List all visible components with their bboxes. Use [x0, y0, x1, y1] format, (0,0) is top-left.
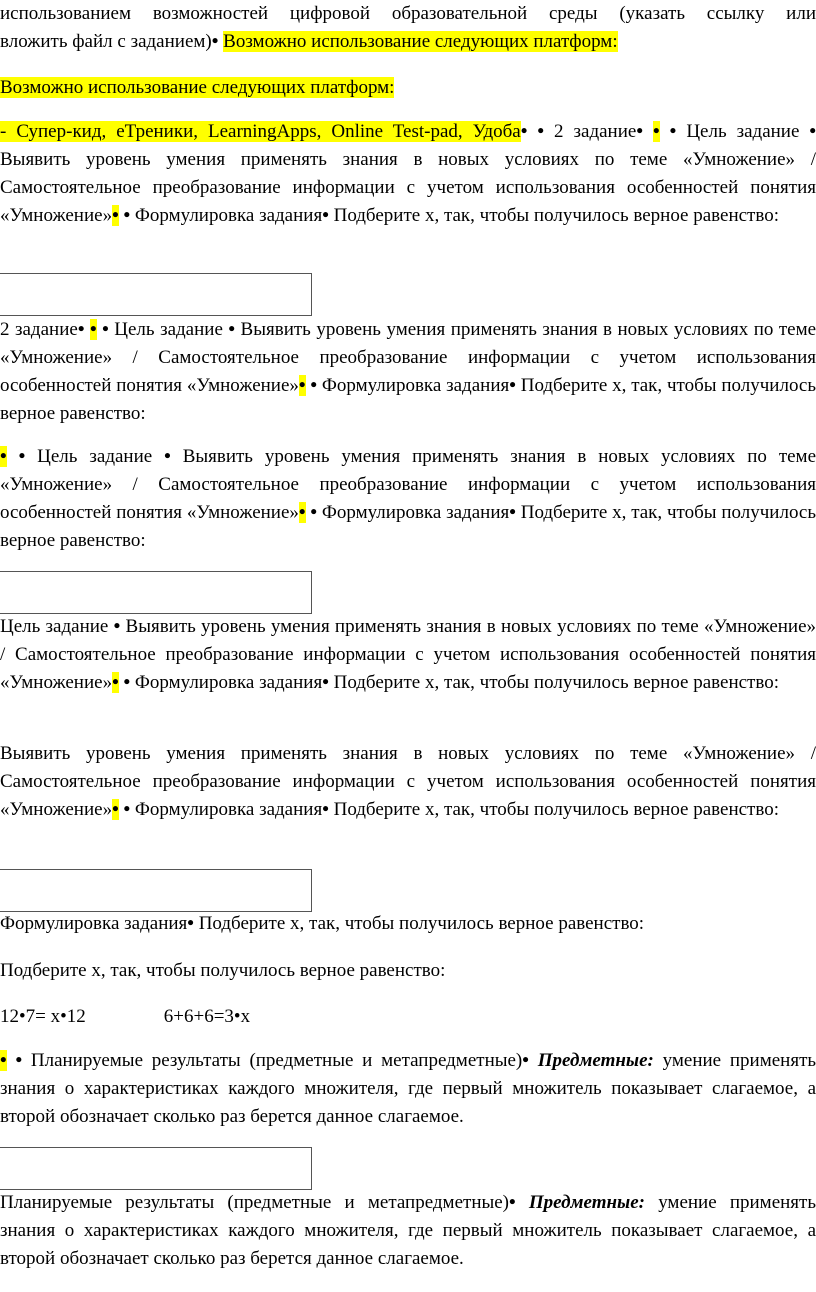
- results-paragraph-2: Планируемые результаты (предметные и метапредметные)• Предметные: умение применять знания о характеристиках каждого множителя, где первый множитель показывает слагаемое, а второй обозначает сколько раз берется данное слагаемое.: [0, 1192, 816, 1269]
- task-paragraph-3: • • Цель задание • Выявить уровень умения применять знания в новых условиях по теме «Умножение» / Самостоятельное преобразование информации с учетом использования особенностей понятия «Умножение»• • Формулировка задания• Подберите x, так, чтобы получилось верное равенство:: [0, 446, 816, 551]
- results-paragraph-1: • • Планируемые результаты (предметные и метапредметные)• Предметные: умение применять знания о характеристиках каждого множителя, где первый множитель показывает слагаемое, а второй обозначает сколько раз берется данное слагаемое.: [0, 1050, 816, 1127]
- answer-box-4[interactable]: [0, 1147, 312, 1190]
- answer-box-2[interactable]: [0, 571, 312, 614]
- platforms-paragraph: - Супер-кид, еТреники, LearningApps, Online Test-pad, Удоба• • 2 задание• • • Цель задание • Выявить уровень умения применять знания в новых условиях по теме «Умножение» / Самостоятельное преобразование информации с учетом использования особенностей понятия «Умножение»• • Формулировка задания• Подберите x, так, чтобы получилось верное равенство:: [0, 121, 816, 226]
- task-paragraph-4: Цель задание • Выявить уровень умения применять знания в новых условиях по теме «Умножение» / Самостоятельное преобразование информации с учетом использования особенностей понятия «Умножение»• • Формулировка задания• Подберите x, так, чтобы получилось верное равенство:: [0, 616, 816, 693]
- intro-line-1: использованием возможностей цифровой образовательной среды (указать ссылку или: [0, 3, 816, 24]
- instruction-line: Подберите x, так, чтобы получилось верное равенство:: [0, 960, 446, 981]
- task-paragraph-2: 2 задание• • • Цель задание • Выявить уровень умения применять знания в новых условиях по теме «Умножение» / Самостоятельное преобразование информации с учетом использования особенностей понятия «Умножение»• • Формулировка задания• Подберите x, так, чтобы получилось верное равенство:: [0, 319, 816, 424]
- answer-box-3[interactable]: [0, 869, 312, 912]
- task-paragraph-5: Выявить уровень умения применять знания в новых условиях по теме «Умножение» / Самостоятельное преобразование информации с учетом использования особенностей понятия «Умножение»• • Формулировка задания• Подберите x, так, чтобы получилось верное равенство:: [0, 743, 816, 820]
- platforms-heading-highlight: Возможно использование следующих платформ:: [223, 31, 618, 52]
- answer-box-1[interactable]: [0, 273, 312, 316]
- equation-2: 6+6+6=3•x: [163, 1006, 251, 1027]
- formulation-line: Формулировка задания• Подберите x, так, чтобы получилось верное равенство:: [0, 913, 645, 934]
- equations-line: [0, 1003, 816, 1031]
- intro-line-2: вложить файл с заданием)• Возможно использование следующих платформ:: [0, 31, 618, 52]
- platforms-heading: Возможно использование следующих платформ:: [0, 77, 395, 98]
- equation-1: 12•7= x•12: [0, 1006, 86, 1027]
